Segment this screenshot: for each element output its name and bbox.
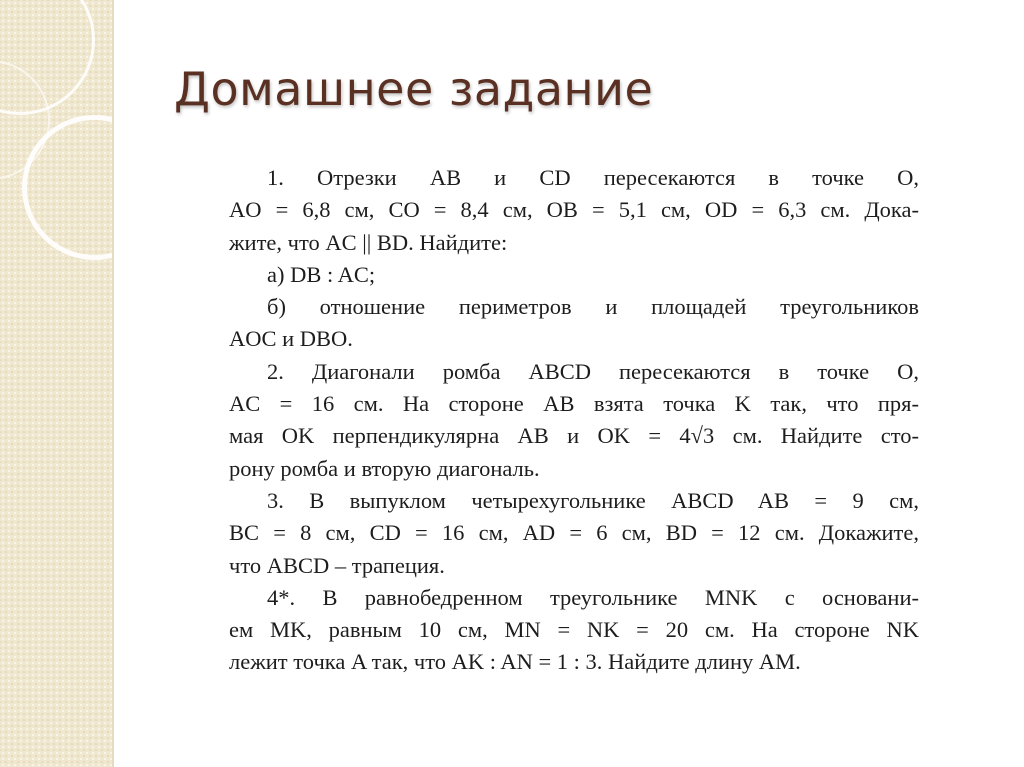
problem-4-line-1: 4*. В равнобедренном треугольнике MNK с основани- [267,584,919,610]
problem-3-line-1: 3. В выпуклом четырехугольнике ABCD AB = 9 см, [267,487,919,513]
problem-2-line-3: мая OK перпендикулярна AB и OK = 4√3 см. Найдите сто- [229,423,919,449]
decorative-ring [0,0,95,115]
side-divider [112,0,114,767]
problem-2-line-2: AC = 16 см. На стороне AB взята точка K так, что пря- [229,391,919,417]
problem-1-subitem-b-cont: AOC и DBO. [229,326,353,352]
problem-4-line-2: ем MK, равным 10 см, MN = NK = 20 см. На стороне NK [229,617,919,643]
problem-2-line-4: рону ромба и вторую диагональ. [229,455,540,481]
slide-title: Домашнее задание [174,62,654,116]
problem-3-line-3: что ABCD – трапеция. [229,552,445,578]
problem-1-line-3: жите, что AC || BD. Найдите: [229,229,508,255]
homework-text [229,162,919,679]
decorative-side-band [0,0,112,767]
problem-2-line-1: 2. Диагонали ромба ABCD пересекаются в точке O, [267,358,919,384]
problem-1-subitem-b: б) отношение периметров и площадей треугольников [267,294,919,320]
problem-4-line-3: лежит точка A так, что AK : AN = 1 : 3. Найдите длину AM. [229,649,801,675]
problem-1-line-1: 1. Отрезки AB и CD пересекаются в точке O, [267,165,919,190]
problem-1-line-2: AO = 6,8 см, CO = 8,4 см, OB = 5,1 см, OD = 6,3 см. Дока- [229,197,919,223]
problem-3-line-2: BC = 8 см, CD = 16 см, AD = 6 см, BD = 12 см. Докажите, [229,520,919,546]
problem-1-subitem-a: а) DB : AC; [267,261,376,287]
